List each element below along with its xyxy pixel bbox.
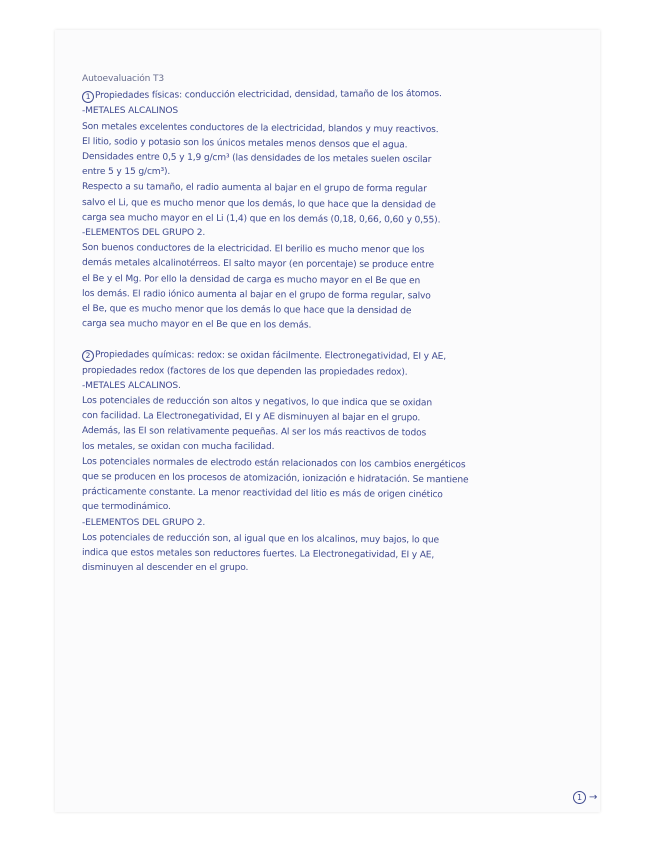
section2-group2-line: Los potenciales de reducción son, al igual que en los alcalinos, muy bajos, lo que: [81, 532, 440, 546]
section1-group1-line: salvo el Li, que es mucho menor que los demás, lo que hace que la densidad de: [81, 197, 436, 211]
next-page-arrow-icon: →: [589, 792, 598, 803]
page-footer: [573, 791, 597, 804]
section2-group2-line: indica que estos metales son reductores fuertes. La Electronegatividad, EI y AE,: [81, 548, 435, 561]
handwritten-content: [82, 72, 577, 577]
section2-group2-line: disminuyen al descender en el grupo.: [82, 563, 249, 574]
section2-group1-line: Los potenciales normales de electrodo están relacionados con los cambios energéticos: [81, 456, 466, 471]
section1-group2-line: el Be, que es mucho menor que los demás lo que hace que la densidad de: [81, 304, 412, 317]
section1-group2-line: Son buenos conductores de la electricidad. El berilio es mucho menor que los: [81, 243, 425, 256]
section1-group1-line: Respecto a su tamaño, el radio aumenta al bajar en el grupo de forma regular: [81, 182, 427, 195]
section1-group1-line: El litio, sodio y potasio son los únicos metales menos densos que el agua.: [81, 136, 408, 151]
page-number: 1: [573, 791, 586, 804]
section2-group1-line: Además, las EI son relativamente pequeñas. Al ser los más reactivos de todos: [81, 426, 427, 439]
section1-group1-heading: -METALES ALCALINOS: [82, 106, 179, 117]
section1-group2-line: los demás. El radio iónico aumenta al bajar en el grupo de forma regular, salvo: [81, 288, 431, 302]
section1-group1-line: Son metales excelentes conductores de la electricidad, blandos y muy reactivos.: [81, 121, 439, 135]
document-title: Autoevaluación T3: [82, 74, 165, 84]
section2-group1-line: los metales, se oxidan con mucha facilidad.: [82, 441, 275, 452]
section2-number: 2: [82, 350, 94, 362]
section2-group1-line: que se producen en los procesos de atomización, ionización e hidratación. Se mantiene: [81, 472, 469, 486]
section1-heading-text: Propiedades físicas: conducción electricidad, densidad, tamaño de los átomos.: [94, 89, 442, 102]
section1-group2-line: demás metales alcalinotérreos. El salto mayor (en porcentaje) se produce entre: [81, 258, 435, 271]
section1-group1-line: entre 5 y 15 g/cm³).: [82, 167, 171, 178]
section2-group1-heading: -METALES ALCALINOS.: [82, 380, 181, 391]
section1-heading: [82, 87, 577, 105]
section2-group1-line: con facilidad. La Electronegatividad, EI y AE disminuyen al bajar en el grupo.: [81, 411, 421, 424]
section1-group1-line: carga sea mucho mayor en el Li (1,4) que en los demás (0,18, 0,66, 0,60 y 0,55).: [81, 212, 441, 226]
section1-group2-line: el Be y el Mg. Por ello la densidad de carga es mucho mayor en el Be que en: [81, 273, 421, 287]
section1-number: 1: [82, 91, 94, 103]
section2-group1-line: prácticamente constante. La menor reactividad del litio es más de origen cinético: [81, 487, 443, 501]
section2-heading-text: Propiedades químicas: redox: se oxidan fácilmente. Electronegatividad, EI y AE,: [94, 350, 447, 363]
section1-group1-line: Densidades entre 0,5 y 1,9 g/cm³ (las densidades de los metales suelen oscilar: [81, 152, 432, 166]
section1-group2-line: carga sea mucho mayor en el Be que en los demás.: [81, 319, 312, 331]
section2-group1-line: que termodinámico.: [82, 502, 171, 513]
section2-group1-line: Los potenciales de reducción son altos y negativos, lo que indica que se oxidan: [81, 396, 433, 409]
section2-heading-line: propiedades redox (factores de los que dependen las propiedades redox).: [81, 365, 408, 378]
section2-group2-heading: -ELEMENTOS DEL GRUPO 2.: [82, 517, 206, 528]
section1-group2-heading: -ELEMENTOS DEL GRUPO 2.: [82, 228, 206, 239]
